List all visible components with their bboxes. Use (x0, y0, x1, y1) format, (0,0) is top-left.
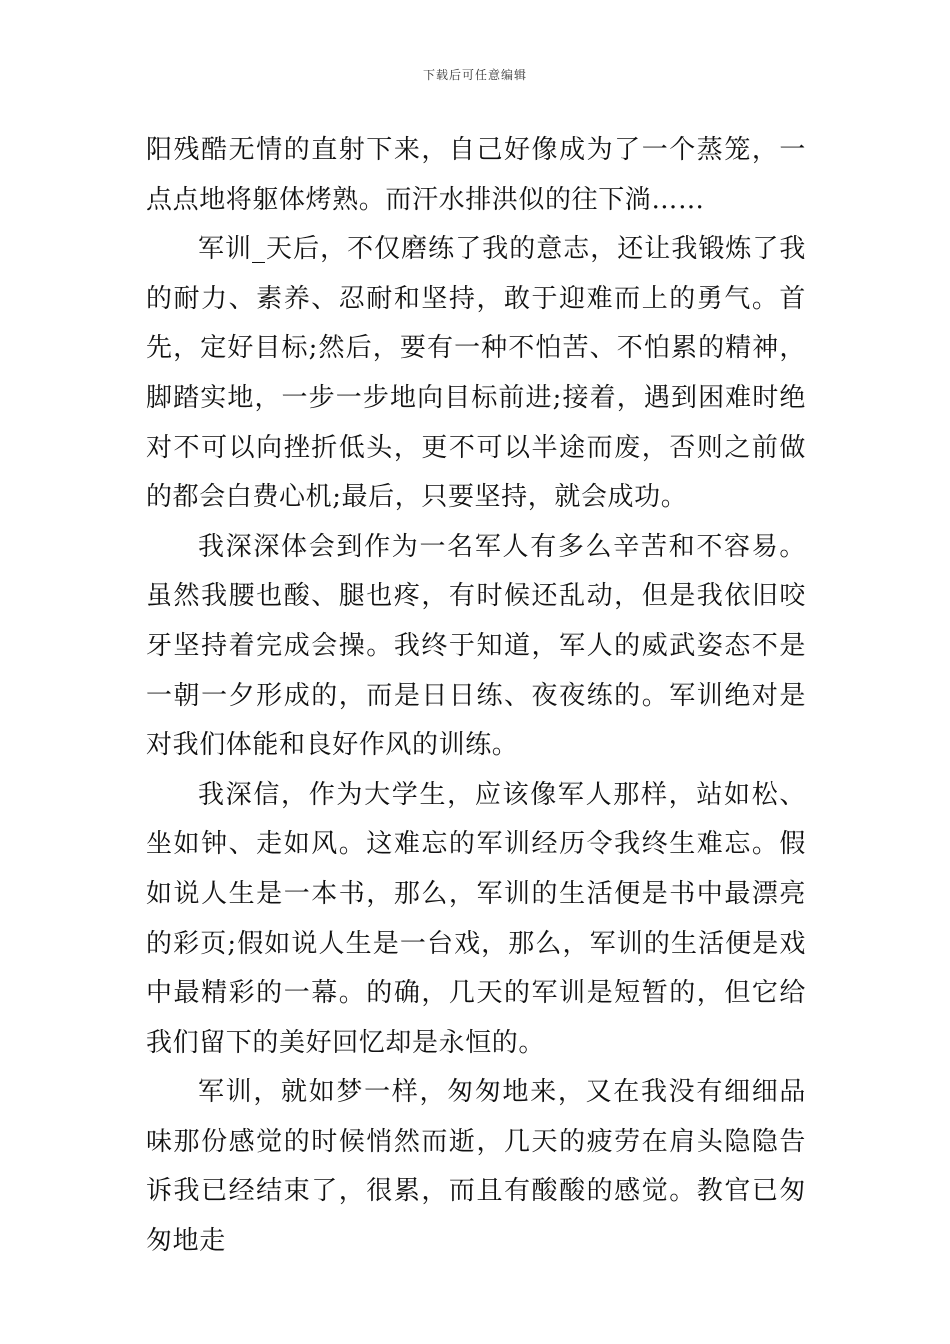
header-note: 下载后可任意编辑 (422, 68, 527, 82)
paragraph: 军训，就如梦一样，匆匆地来，又在我没有细细品味那份感觉的时候悄然而逝，几天的疲劳在肩头隐隐告诉我已经结束了，很累，而且有酸酸的感觉。教官已匆匆地走 (146, 1077, 806, 1257)
paragraph: 我深信，作为大学生，应该像军人那样，站如松、坐如钟、走如风。这难忘的军训经历令我终生难忘。假如说人生是一本书，那么，军训的生活便是书中最漂亮的彩页;假如说人生是一台戏，那么，军训的生活便是戏中最精彩的一幕。的确，几天的军训是短暂的，但它给我们留下的美好回忆却是永恒的。 (146, 779, 806, 1058)
paragraph: 我深深体会到作为一名军人有多么辛苦和不容易。虽然我腰也酸、腿也疼，有时候还乱动，但是我依旧咬牙坚持着完成会操。我终于知道，军人的威武姿态不是一朝一夕形成的，而是日日练、夜夜练的。军训绝对是对我们体能和良好作风的训练。 (146, 531, 806, 761)
paragraph-continued: 阳残酷无情的直射下来，自己好像成为了一个蒸笼，一点点地将躯体烤熟。而汗水排洪似的往下淌…… (146, 135, 806, 215)
document-body (146, 126, 806, 1267)
paragraph: 军训_天后，不仅磨练了我的意志，还让我锻炼了我的耐力、素养、忍耐和坚持，敢于迎难而上的勇气。首先，定好目标;然后，要有一种不怕苦、不怕累的精神，脚踏实地，一步一步地向目标前进;接着，遇到困难时绝对不可以向挫折低头，更不可以半途而废，否则之前做的都会白费心机;最后，只要坚持，就会成功。 (146, 234, 806, 513)
